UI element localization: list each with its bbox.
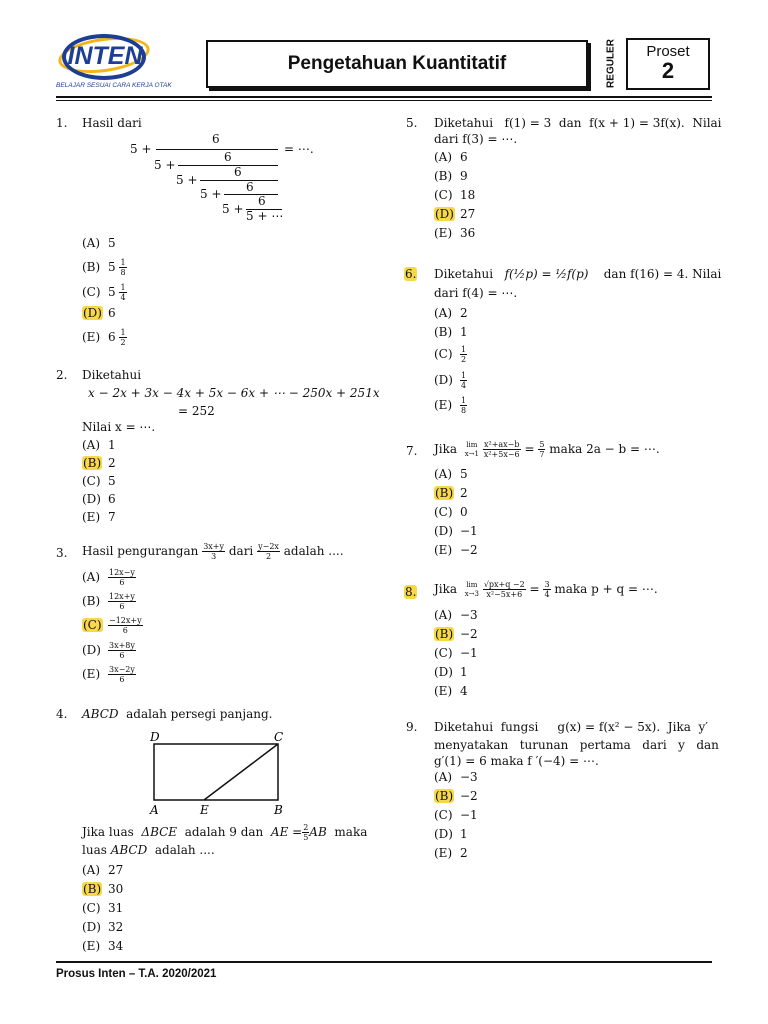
cf-numerator: 6 bbox=[234, 165, 242, 179]
inten-logo bbox=[56, 30, 172, 90]
option-d-correct[interactable]: (D) 6 bbox=[83, 306, 116, 320]
option-a[interactable]: (A) $\frac{12x-y}{6}$ bbox=[82, 568, 135, 587]
option-e[interactable]: (E) 4 bbox=[434, 684, 468, 698]
rectangle-diagram bbox=[140, 726, 300, 818]
cf-term: 5 + bbox=[130, 142, 152, 156]
point-b-label: B bbox=[274, 803, 283, 817]
option-e[interactable]: (E) 7 bbox=[82, 510, 116, 524]
proset-number: 2 bbox=[661, 58, 675, 83]
option-e[interactable]: (E) −2 bbox=[434, 543, 478, 557]
option-c[interactable]: (C) −1 bbox=[434, 808, 478, 822]
option-b[interactable]: (B) 1 bbox=[434, 325, 468, 339]
question-number: 2. bbox=[56, 368, 68, 382]
equation-line: x − 2x + 3x − 4x + 5x − 6x + ⋯ − 250x + 251x bbox=[88, 386, 380, 400]
option-b-correct[interactable]: (B) −2 bbox=[435, 789, 478, 803]
point-e-label: E bbox=[200, 803, 209, 817]
option-a[interactable]: (A) 5 bbox=[434, 467, 468, 481]
cf-numerator: 6 bbox=[258, 194, 266, 208]
question-line: dari f(3) = ⋯. bbox=[434, 132, 518, 146]
option-c[interactable]: (C) 18 bbox=[434, 188, 476, 202]
question-line: Nilai x = ⋯. bbox=[82, 420, 156, 434]
question-number-highlighted: 6. bbox=[405, 267, 417, 281]
option-b[interactable]: (B) $\frac{12x+y}{6}$ bbox=[82, 592, 135, 611]
point-c-label: C bbox=[274, 730, 284, 744]
option-e[interactable]: (E) 34 bbox=[82, 939, 124, 953]
point-d-label: D bbox=[150, 730, 160, 744]
question-number: 4. bbox=[56, 707, 68, 721]
question-line: dari f(4) = ⋯. bbox=[434, 286, 518, 300]
reguler-text: REGULER bbox=[605, 39, 617, 88]
question-line: Diketahui f(1) = 3 dan f(x + 1) = 3f(x). Nilai bbox=[434, 116, 722, 130]
option-e[interactable]: (E) 6 $\frac{1}{2}$ bbox=[82, 328, 126, 347]
option-c[interactable]: (C) 31 bbox=[82, 901, 124, 915]
point-a-label: A bbox=[150, 803, 159, 817]
cf-term: 5 + ⋯ bbox=[246, 209, 284, 223]
option-b-correct[interactable]: (B) 30 bbox=[83, 882, 124, 896]
question-line: Diketahui f(½p) = ½f(p) dan f(16) = 4. Nilai bbox=[434, 267, 722, 281]
logo-text: INTEN bbox=[67, 42, 143, 70]
option-b-correct[interactable]: (B) −2 bbox=[435, 627, 478, 641]
option-d[interactable]: (D) 1 bbox=[434, 665, 468, 679]
cf-numerator: 6 bbox=[224, 150, 232, 164]
option-a[interactable]: (A) 1 bbox=[82, 438, 116, 452]
cf-numerator: 6 bbox=[246, 180, 254, 194]
question-number: 1. bbox=[56, 116, 68, 130]
option-c[interactable]: (C) $\frac{1}{2}$ bbox=[434, 345, 467, 364]
header-divider-thin bbox=[56, 100, 712, 101]
equation-line: = 252 bbox=[178, 404, 215, 418]
option-c[interactable]: (C) 0 bbox=[434, 505, 468, 519]
proset-label: Proset bbox=[646, 43, 690, 60]
option-c[interactable]: (C) −1 bbox=[434, 646, 478, 660]
proset-box bbox=[626, 38, 710, 90]
cf-term: 5 + bbox=[154, 158, 176, 172]
question-line: Jika lim x→1 $\frac{\text{x²+ax−b}}{\text{x²+5x−6}}$ = $\frac{5}{7}$ maka 2a − b = ⋯. bbox=[434, 440, 660, 459]
question-stem: ABCD adalah persegi panjang. bbox=[82, 707, 273, 721]
option-a[interactable]: (A) −3 bbox=[434, 770, 478, 784]
question-line: g′(1) = 6 maka f ′(−4) = ⋯. bbox=[434, 754, 599, 768]
title-box bbox=[206, 40, 588, 88]
cf-term: 5 + bbox=[176, 173, 198, 187]
option-d-correct[interactable]: (D) 27 bbox=[435, 207, 476, 221]
question-number: 5. bbox=[406, 116, 418, 130]
option-a[interactable]: (A) 5 bbox=[82, 236, 116, 250]
option-e[interactable]: (E) 2 bbox=[434, 846, 468, 860]
page-title: Pengetahuan Kuantitatif bbox=[287, 53, 507, 74]
option-e[interactable]: (E) $\frac{1}{8}$ bbox=[434, 396, 467, 415]
option-a[interactable]: (A) 6 bbox=[434, 150, 468, 164]
question-body: luas ABCD adalah .... bbox=[82, 843, 215, 857]
question-number: 9. bbox=[406, 720, 418, 734]
header-divider bbox=[56, 96, 712, 98]
option-e[interactable]: (E) $\frac{3x-2y}{6}$ bbox=[82, 665, 135, 684]
logo-tagline: BELAJAR SESUAI CARA KERJA OTAK bbox=[56, 82, 172, 89]
question-number: 7. bbox=[406, 444, 418, 458]
question-stem: Hasil dari bbox=[82, 116, 142, 130]
option-d[interactable]: (D) $\frac{3x+8y}{6}$ bbox=[82, 641, 135, 660]
option-d[interactable]: (D) 32 bbox=[82, 920, 124, 934]
reguler-label bbox=[600, 40, 622, 90]
question-body: Jika luas ΔBCE adalah 9 dan AE = $\frac{2}{5}$ AB maka bbox=[82, 823, 368, 842]
option-b-correct[interactable]: (B) 2 bbox=[83, 456, 116, 470]
option-d[interactable]: (D) $\frac{1}{4}$ bbox=[434, 371, 467, 390]
option-b[interactable]: (B) 9 bbox=[434, 169, 468, 183]
option-a[interactable]: (A) 27 bbox=[82, 863, 124, 877]
option-e[interactable]: (E) 36 bbox=[434, 226, 476, 240]
option-b-correct[interactable]: (B) 2 bbox=[435, 486, 468, 500]
footer-text: Prosus Inten – T.A. 2020/2021 bbox=[56, 968, 217, 980]
continued-fraction bbox=[130, 132, 330, 227]
option-c[interactable]: (C) 5 $\frac{1}{4}$ bbox=[82, 283, 126, 302]
cf-tail: = ⋯. bbox=[284, 142, 314, 156]
question-number-highlighted: 8. bbox=[405, 585, 417, 599]
option-d[interactable]: (D) 1 bbox=[434, 827, 468, 841]
question-stem: Hasil pengurangan $\frac{3x+y}{3}$ dari $\frac{y-2x}{2}$ adalah .... bbox=[82, 542, 344, 561]
cf-term: 5 + bbox=[200, 187, 222, 201]
option-a[interactable]: (A) −3 bbox=[434, 608, 478, 622]
cf-term: 5 + bbox=[222, 202, 244, 216]
cf-numerator: 6 bbox=[212, 132, 220, 146]
option-c[interactable]: (C) 5 bbox=[82, 474, 116, 488]
option-d[interactable]: (D) 6 bbox=[82, 492, 116, 506]
segment-ec bbox=[204, 744, 278, 800]
question-line: Jika lim x→3 $\frac{√px+q -2}{\text{x²−5x+6}}$ = $\frac{3}{4}$ maka p + q = ⋯. bbox=[434, 580, 658, 599]
option-c-correct[interactable]: (C) $\frac{-12x+y}{6}$ bbox=[83, 616, 142, 635]
question-line: menyatakan turunan pertama dari y dan bbox=[434, 738, 719, 752]
option-d[interactable]: (D) −1 bbox=[434, 524, 478, 538]
question-stem: Diketahui bbox=[82, 368, 142, 382]
option-a[interactable]: (A) 2 bbox=[434, 306, 468, 320]
question-number: 3. bbox=[56, 546, 68, 560]
footer-divider bbox=[56, 961, 712, 963]
option-b[interactable]: (B) 5 $\frac{1}{8}$ bbox=[82, 258, 126, 277]
question-line: Diketahui fungsi g(x) = f(x² − 5x). Jika y′ bbox=[434, 720, 708, 734]
